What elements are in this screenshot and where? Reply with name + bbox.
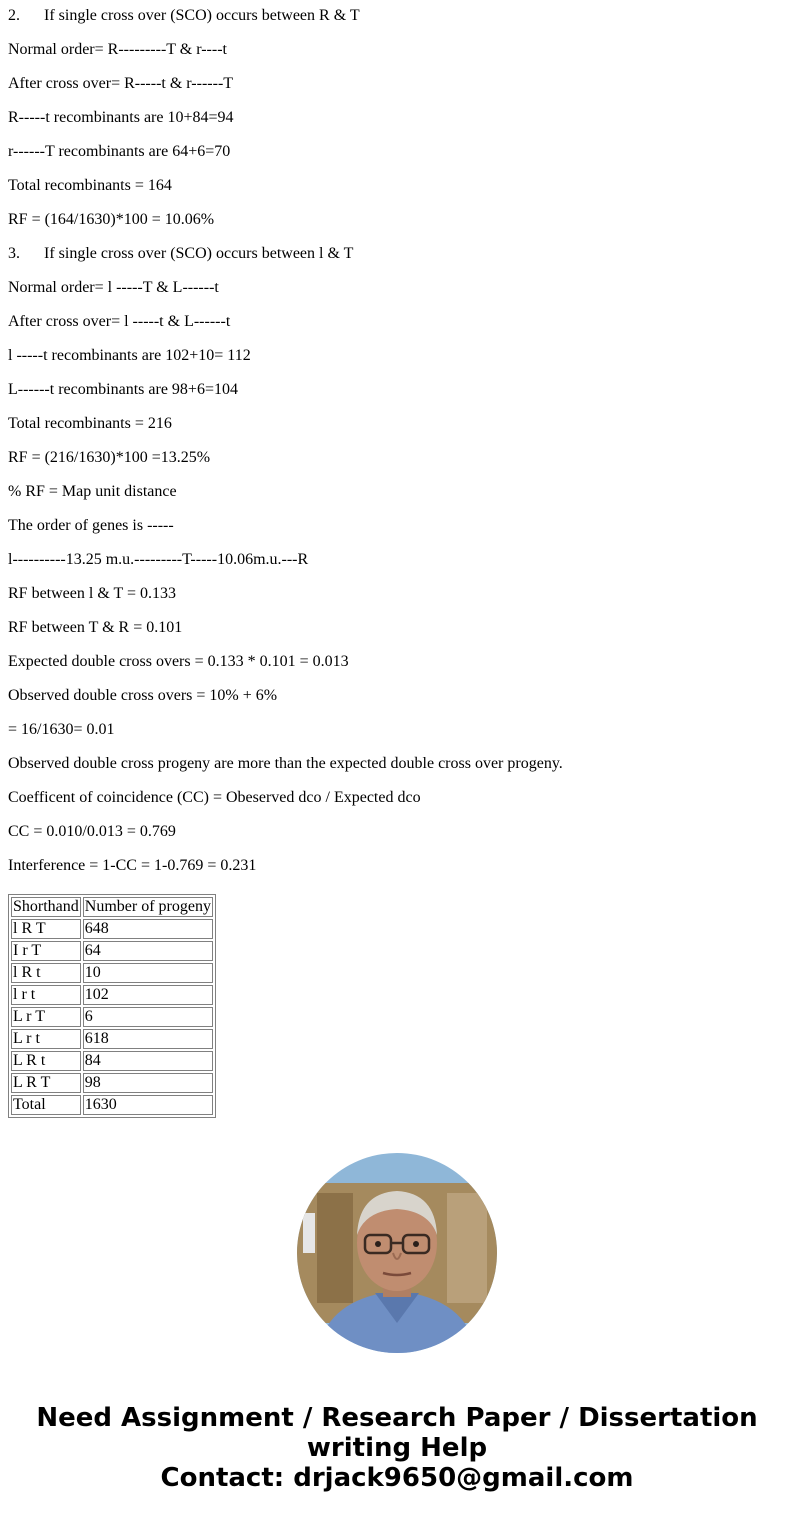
text-line: RF between T & R = 0.101 — [8, 619, 183, 636]
section-number: 2. — [8, 7, 20, 24]
text-line: After cross over= l -----t & L------t — [8, 313, 231, 330]
cell-shorthand: Total — [11, 1095, 81, 1115]
document-body — [8, 0, 788, 1118]
cell-count: 618 — [83, 1029, 213, 1049]
table-row — [11, 1051, 213, 1071]
cell-shorthand: L r T — [11, 1007, 81, 1027]
table-row — [11, 1029, 213, 1049]
author-avatar — [297, 1153, 497, 1353]
cell-count: 10 — [83, 963, 213, 983]
cta-line-1: Need Assignment / Research Paper / Dissertation — [36, 1403, 758, 1433]
text-line: Normal order= l -----T & L------t — [8, 279, 219, 296]
table-total-row — [11, 1095, 213, 1115]
text-line: Interference = 1-CC = 1-0.769 = 0.231 — [8, 857, 257, 874]
section-number: 3. — [8, 245, 20, 262]
text-line: The order of genes is ----- — [8, 517, 174, 534]
table-row — [11, 919, 213, 939]
cell-count: 1630 — [83, 1095, 213, 1115]
cell-shorthand: L R T — [11, 1073, 81, 1093]
text-line: CC = 0.010/0.013 = 0.769 — [8, 823, 176, 840]
progeny-table — [8, 894, 216, 1118]
text-line: Observed double cross progeny are more than the expected double cross over progeny. — [8, 755, 563, 772]
text-line: RF = (216/1630)*100 =13.25% — [8, 449, 211, 466]
text-line: Coefficent of coincidence (CC) = Obeserved dco / Expected dco — [8, 789, 421, 806]
author-portrait-image — [297, 1153, 497, 1353]
cell-shorthand: l r t — [11, 985, 81, 1005]
table-row — [11, 985, 213, 1005]
cell-shorthand: l R t — [11, 963, 81, 983]
section-title: If single cross over (SCO) occurs between l & T — [44, 245, 354, 262]
table-row — [11, 963, 213, 983]
text-line: l -----t recombinants are 102+10= 112 — [8, 347, 251, 364]
contact-banner — [0, 1403, 794, 1493]
cta-contact-email[interactable]: Contact: drjack9650@gmail.com — [160, 1463, 634, 1493]
cell-shorthand: I r T — [11, 941, 81, 961]
table-row — [11, 1073, 213, 1093]
section-title: If single cross over (SCO) occurs between R & T — [44, 7, 360, 24]
text-line: RF = (164/1630)*100 = 10.06% — [8, 211, 215, 228]
text-line: L------t recombinants are 98+6=104 — [8, 381, 238, 398]
text-line: Expected double cross overs = 0.133 * 0.101 = 0.013 — [8, 653, 349, 670]
text-line: r------T recombinants are 64+6=70 — [8, 143, 231, 160]
table-row — [11, 941, 213, 961]
header-number-of-progeny: Number of progeny — [84, 898, 211, 915]
text-line: RF between l & T = 0.133 — [8, 585, 176, 602]
cta-line-2: writing Help — [306, 1433, 488, 1463]
header-shorthand: Shorthand — [13, 898, 79, 915]
section-heading — [8, 238, 788, 272]
cell-count: 648 — [83, 919, 213, 939]
section-heading — [8, 0, 788, 34]
table-header-row — [11, 897, 213, 917]
cell-count: 6 — [83, 1007, 213, 1027]
gene-map-line: l----------13.25 m.u.---------T-----10.06m.u.---R — [8, 551, 309, 568]
table-row — [11, 1007, 213, 1027]
text-line: Total recombinants = 164 — [8, 177, 172, 194]
cell-count: 64 — [83, 941, 213, 961]
text-line: Total recombinants = 216 — [8, 415, 172, 432]
text-line: = 16/1630= 0.01 — [8, 721, 115, 738]
cell-count: 84 — [83, 1051, 213, 1071]
text-line: After cross over= R-----t & r------T — [8, 75, 234, 92]
cell-count: 102 — [83, 985, 213, 1005]
cell-shorthand: L R t — [11, 1051, 81, 1071]
text-line: Observed double cross overs = 10% + 6% — [8, 687, 278, 704]
text-line: R-----t recombinants are 10+84=94 — [8, 109, 234, 126]
text-line: Normal order= R---------T & r----t — [8, 41, 227, 58]
cell-shorthand: L r t — [11, 1029, 81, 1049]
cell-shorthand: l R T — [11, 919, 81, 939]
text-line: % RF = Map unit distance — [8, 483, 177, 500]
cell-count: 98 — [83, 1073, 213, 1093]
